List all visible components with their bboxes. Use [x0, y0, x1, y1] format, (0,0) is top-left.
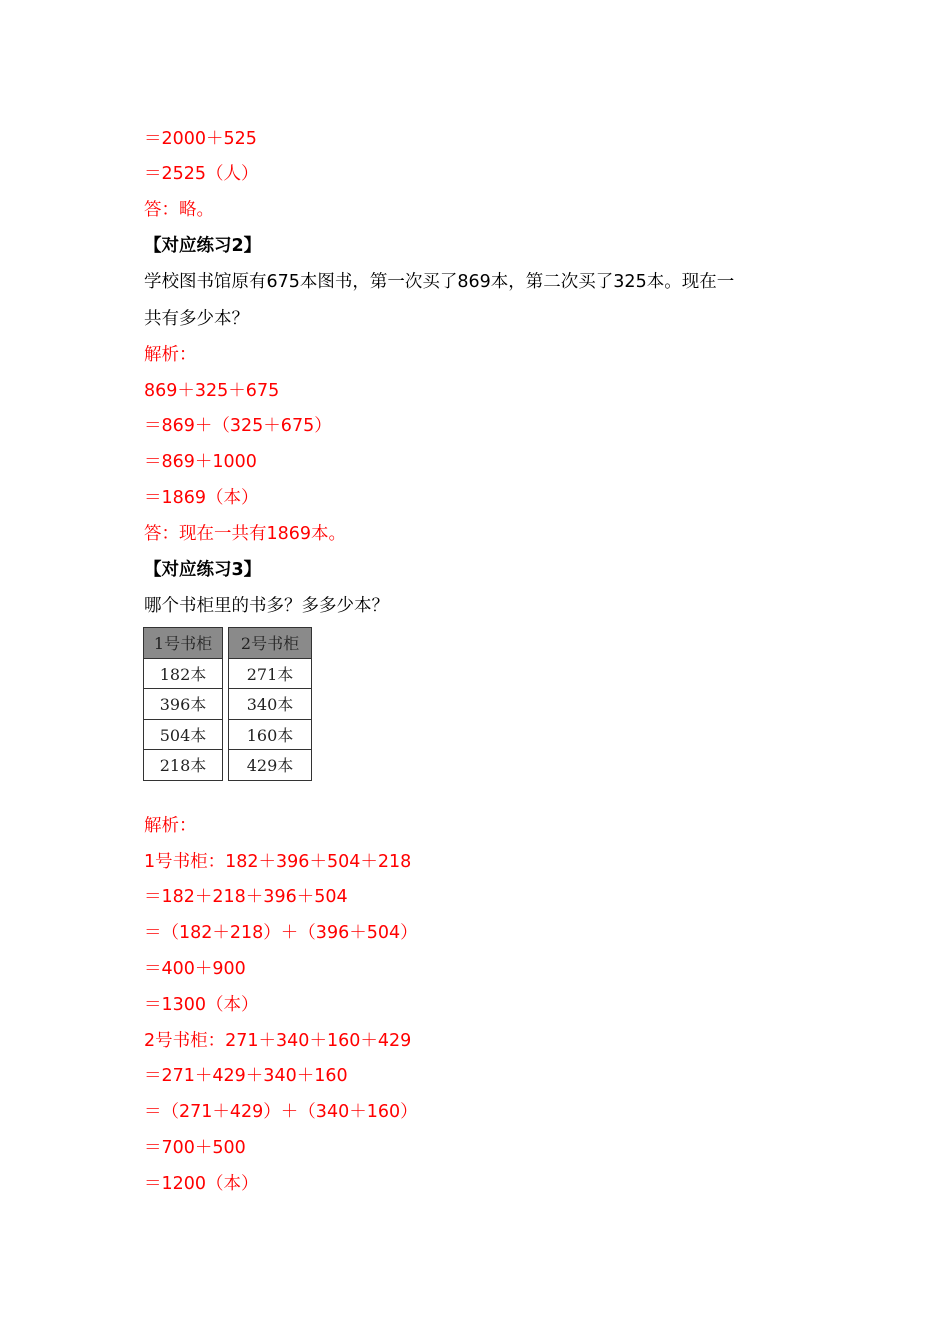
table-cell: 340本: [229, 689, 312, 720]
text-line: ＝869＋（325＋675）: [144, 416, 332, 436]
text-line: ＝1869（本）: [144, 488, 259, 508]
text-line: ＝1300（本）: [144, 995, 259, 1015]
bookcase-header: 1号书柜: [144, 628, 223, 659]
text-line: ＝700＋500: [144, 1138, 246, 1158]
table-cell: 160本: [229, 719, 312, 750]
text-line: ＝2525（人）: [144, 164, 259, 184]
text-line: ＝400＋900: [144, 959, 246, 979]
text-line: ＝（271＋429）＋（340＋160）: [144, 1102, 418, 1122]
text-line: ＝（182＋218）＋（396＋504）: [144, 923, 418, 943]
text-line: 869＋325＋675: [144, 381, 280, 401]
text-line: 答：略。: [144, 200, 214, 220]
text-line: ＝869＋1000: [144, 452, 257, 472]
bookcase-1-table: [143, 627, 223, 781]
table-cell: 218本: [144, 750, 223, 781]
question-text: 哪个书柜里的书多？多多少本？: [144, 596, 389, 616]
section-heading: 【对应练习3】: [144, 560, 262, 580]
text-line: 解析：: [144, 816, 197, 836]
table-cell: 271本: [229, 658, 312, 689]
table-cell: 396本: [144, 689, 223, 720]
section-heading: 【对应练习2】: [144, 236, 262, 256]
text-line: 解析：: [144, 345, 197, 365]
text-line: 2号书柜：271＋340＋160＋429: [144, 1031, 412, 1051]
text-line: 1号书柜：182＋396＋504＋218: [144, 852, 412, 872]
text-line: ＝1200（本）: [144, 1174, 259, 1194]
text-line: ＝2000＋525: [144, 129, 257, 149]
bookcase-2-table: [228, 627, 312, 781]
question-text: 共有多少本？: [144, 309, 249, 329]
text-line: ＝271＋429＋340＋160: [144, 1066, 348, 1086]
bookcase-header: 2号书柜: [229, 628, 312, 659]
table-cell: 182本: [144, 658, 223, 689]
table-cell: 504本: [144, 719, 223, 750]
text-line: 答：现在一共有1869本。: [144, 524, 347, 544]
text-line: ＝182＋218＋396＋504: [144, 887, 348, 907]
table-cell: 429本: [229, 750, 312, 781]
question-text: 学校图书馆原有675本图书，第一次买了869本，第二次买了325本。现在一: [144, 272, 735, 292]
